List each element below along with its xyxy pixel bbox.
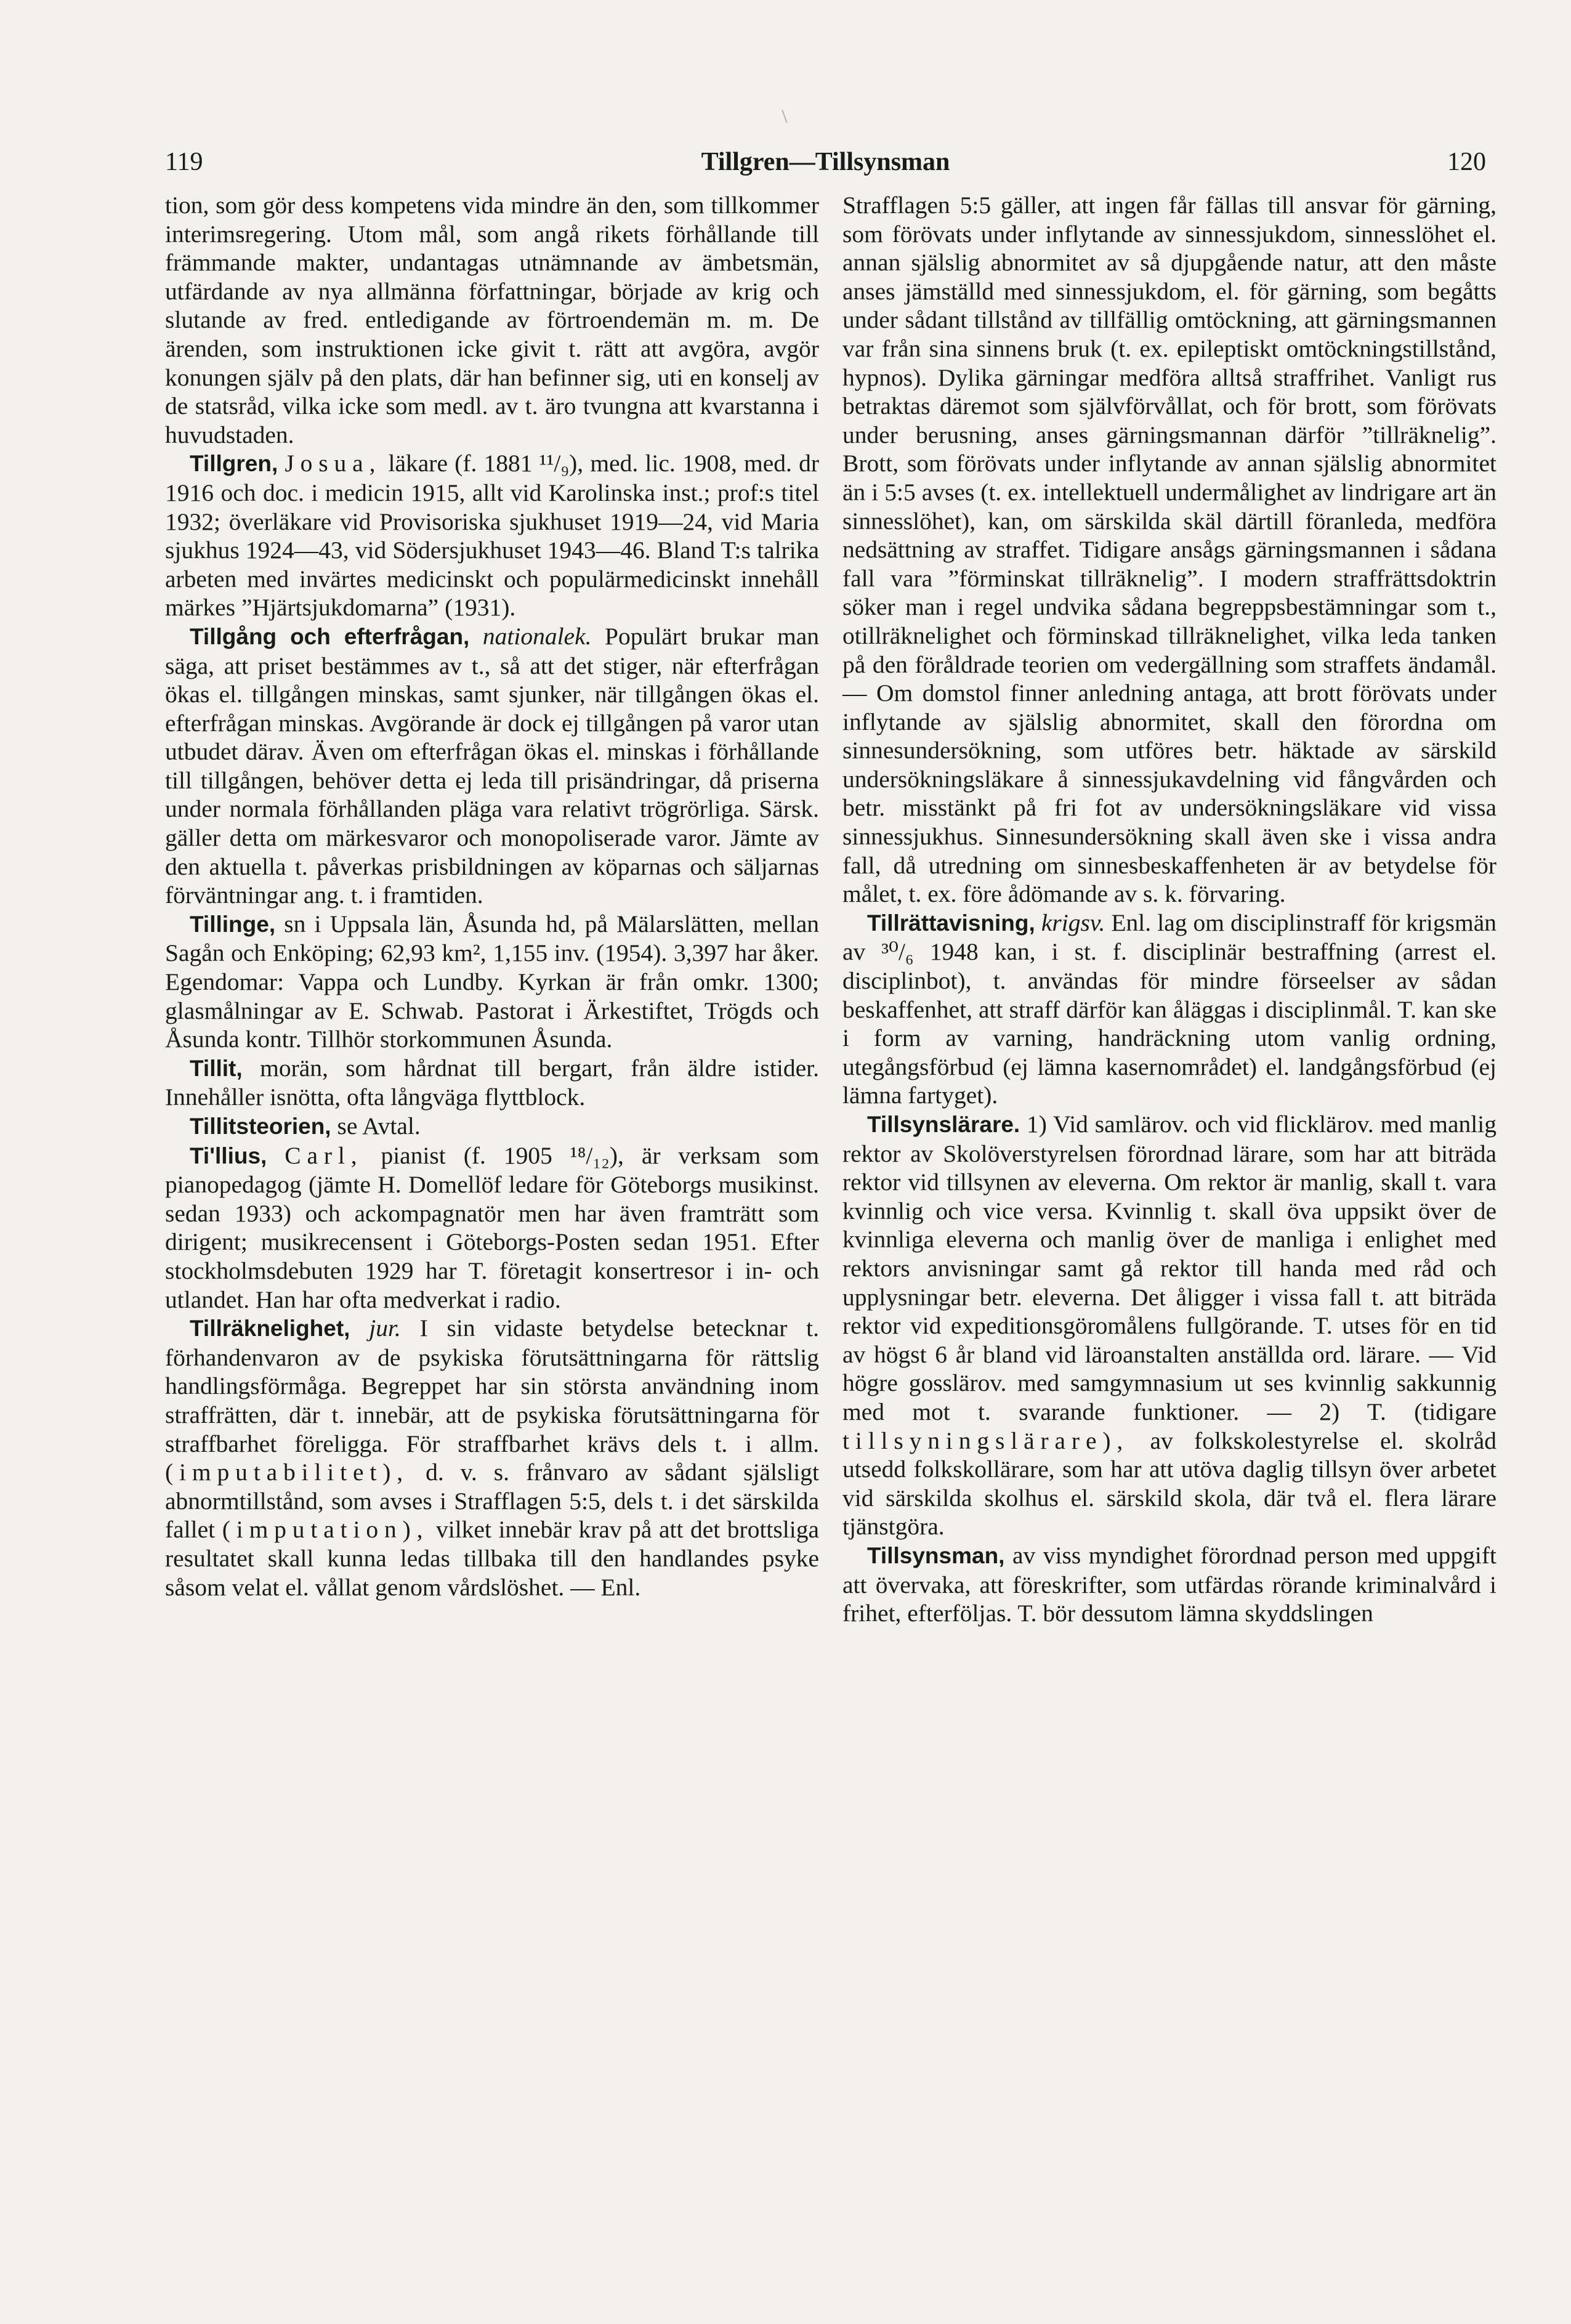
entry-text: morän, som hårdnat till bergart, från äldre istider. Innehåller isnötta, ofta långväga flyttblock.	[165, 1054, 820, 1111]
entry-text: d. v. s. frånvaro av sådant själsligt abnormtillstånd, som avses i Strafflagen 5:5, dels t. i det särskilda fallet	[165, 1459, 820, 1544]
person-name: Carl,	[285, 1141, 363, 1169]
headword: Tillgren,	[190, 451, 278, 477]
spaced-term: tillsyningslärare),	[842, 1427, 1129, 1454]
headword: Tillit,	[190, 1055, 243, 1081]
headword: Tillrättavisning,	[867, 910, 1035, 936]
right-column	[842, 191, 1496, 1628]
scan-mark	[781, 110, 787, 123]
subject-label: nationalek.	[482, 622, 592, 650]
entry-text: sn i Uppsala län, Åsunda hd, på Mälarslätten, mellan Sagån och Enköping; 62,93 km², 1,155 inv. (1954). 3,397 har åker. Egendomar: Vappa och Lundby. Kyrkan är från omkr. 1300; glasmålningar av E. Schwab. Pastorat i Ärkestiftet, Trögds och Åsunda kontr. Tillhör storkommunen Åsunda.	[165, 910, 819, 1053]
left-column	[165, 191, 819, 1601]
entry-tillgren	[165, 449, 819, 622]
headword: Tillräknelighet,	[190, 1316, 350, 1342]
cross-reference: se Avtal.	[337, 1112, 421, 1140]
entry-text: Enl. lag om disciplinstraff för krigsmän av ³⁰/₆ 1948 kan, i st. f. disciplinär bestraffning (arrest el. disciplinbot), t. användas för mindre förseelser av sådan beskaffenhet, att straff därför kan åläggas i disciplinmål. T. kan ske i form av varning, handräckning utom vanlig ordning, utegångsförbud (ej lämna kasernområdet) el. landgångsförbud (ej lämna fartyget).	[842, 909, 1497, 1109]
subject-label: jur.	[369, 1314, 401, 1342]
paragraph	[165, 191, 819, 449]
headword: Tillinge,	[190, 911, 276, 937]
entry-tillrattavisning	[842, 909, 1496, 1110]
entry-text: läkare (f. 1881 ¹¹/₉), med. lic. 1908, med. dr 1916 och doc. i medicin 1915, allt vid Karolinska inst.; prof:s titel 1932; överläkare vid Provisoriska sjukhuset 1919—24, vid Maria sjukhus 1924—43, vid Södersjukhuset 1943—46. Bland T:s talrika arbeten med invärtes medicinskt och populärmedicinskt innehåll märkes ”Hjärtsjukdomarna” (1931).	[165, 450, 820, 621]
person-name: Josua,	[285, 450, 382, 477]
paragraph-text: tion, som gör dess kompetens vida mindre än den, som tillkommer interimsregering. Utom mål, som angå rikets förhållande till främmande makter, undantagas utnämnande av ämbetsmän, utfärdande av nya allmänna författningar, började av krig och slutande av fred. entledigande av förtroendemän m. m. De ärenden, som instruktionen icke givit t. rätt att avgöra, avgör konungen själv på den plats, där han befinner sig, uti en konselj av de statsråd, vilka icke som medl. av t. äro tvungna att kvarstanna i huvudstaden.	[165, 192, 819, 448]
entry-tillraknelighet	[165, 1314, 819, 1601]
subject-label: krigsv.	[1041, 909, 1105, 936]
entry-tillit	[165, 1054, 819, 1112]
page-number-left: 119	[165, 148, 203, 176]
running-title: Tillgren—Tillsynsman	[701, 148, 950, 176]
entry-text: I sin vidaste betydelse betecknar t. förhandenvaron av de psykiska förutsättningarna för rättslig handlingsförmåga. Begreppet har sin största användning inom straffrätten, där t. innebär, att de psykiska förutsättningarna för straffbarhet föreligga. För straffbarhet krävs dels t. i allm.	[165, 1314, 820, 1457]
headword: Tillsynslärare.	[867, 1112, 1020, 1137]
entry-text: av folkskolestyrelse el. skolråd utsedd folkskollärare, som har att utöva daglig tillsyn över arbetet vid särskilda skolhus el. särskild skola, där två el. flera lärare tjänstgöra.	[842, 1427, 1496, 1541]
page-number-right: 120	[1447, 148, 1486, 176]
entry-text: vilket innebär krav på att det brottsliga resultatet skall kunna ledas tillbaka till den handlandes psyke såsom velat el. vållat genom vårdslöshet. — Enl.	[165, 1516, 820, 1601]
headword: Ti'llius,	[190, 1143, 267, 1168]
entry-tillitsteorien	[165, 1112, 819, 1141]
headword: Tillitsteorien,	[190, 1114, 331, 1139]
entry-tillius	[165, 1141, 819, 1314]
paragraph-text: Strafflagen 5:5 gäller, att ingen får fällas till ansvar för gärning, som förövats under inflytande av sinnessjukdom, sinnesslöhet el. annan själslig abnormitet av så djupgående natur, att den måste anses jämställd med sinnessjukdom, el. för gärning, som begåtts under sådant tillstånd av tillfällig omtöckning, att gärningsmannen var från sina sinnens bruk (t. ex. epileptiskt omtöckningstillstånd, hypnos). Dylika gärningar medföra alltså straffrihet. Vanligt rus betraktas däremot som självförvållat, och för brott, som förövats under berusning, anses gärningsmannan därför ”tillräknelig”. Brott, som förövats under inflytande av annan själslig abnormitet än i 5:5 avses (t. ex. intellektuell undermålighet av lindrigare art än sinnesslöhet), kan, om särskilda skäl därtill föranleda, medföra nedsättning av straffet. Tidigare ansågs gärningsmannen i sådana fall vara ”förminskat tillräknelig”. I modern straffrättsdoktrin söker man i regel undvika sådana begreppsbestämningar som t., otillräknelighet och förminskad tillräknelighet, vilka leda tanken på den föråldrade teorien om vedergällning som straffets ändamål. — Om domstol finner anledning antaga, att brott förövats under inflytande av själslig abnormitet, skall den förordna om sinnesundersökning, som utföres betr. häktade av särskild undersökningsläkare å sinnessjukavdelning vid fångvården och betr. misstänkt på fri fot av undersökningsläkare vid vissa sinnessjukhus. Sinnesundersökning skall även ske i vissa andra fall, då utredning om sinnesbeskaffenheten är av betydelse för målet, t. ex. före ådömande av s. k. förvaring.	[842, 192, 1496, 908]
entry-text: av viss myndighet förordnad person med uppgift att övervaka, att föreskrifter, som utfärdas rörande kriminalvård i frihet, efterföljas. T. bör dessutom lämna skyddslingen	[842, 1541, 1496, 1627]
entry-text: 1) Vid samlärov. och vid flicklärov. med manlig rektor av Skolöverstyrelsen förordnad lärare, som har att biträda rektor vid tillsynen av eleverna. Om rektor är manlig, skall t. vara kvinnlig och vice versa. Kvinnlig t. skall öva uppsikt över de kvinnliga eleverna och manlig över de manliga i enlighet med rektors anvisningar samt gå rektor till handa med råd och upplysningar betr. eleverna. Det åligger i vissa fall t. att biträda rektor vid expeditionsgöromålens fullgörande. T. utses för en tid av högst 6 år bland vid läroanstalten anställda ord. lärare. — Vid högre gosslärov. med samgymnasium ut ses kvinnlig sakkunnig med mot t. svarande funktioner. — 2) T. (tidigare	[842, 1111, 1496, 1425]
headword: Tillgång och efterfrågan,	[190, 623, 470, 649]
entry-text: Populärt brukar man säga, att priset bestämmes av t., så att det stiger, när efterfrågan ökas el. tillgången minskas, samt sjunker, när tillgången ökas el. efterfrågan minskas. Avgörande är dock ej tillgången på varor utan utbudet därav. Även om efterfrågan ökas el. minskas i förhållande till tillgången, behöver detta ej leda till prisändringar, då priserna under normala förhållanden pläga vara relativt trögrörliga. Särsk. gäller detta om märkesvaror och monopoliserade varor. Jämte av den aktuella t. påverkas prisbildningen av köparnas och säljarnas förväntningar ang. t. i framtiden.	[165, 622, 820, 909]
entry-text: pianist (f. 1905 ¹⁸/₁₂), är verksam som pianopedagog (jämte H. Domellöf ledare för Göteborgs musikinst. sedan 1933) och ackompagnatör men har även framträtt som dirigent; musikrecensent i Göteborgs-Posten sedan 1951. Efter stockholmsdebuten 1929 har T. företagit konsertresor i in- och utlandet. Han har ofta medverkat i radio.	[165, 1141, 820, 1313]
page-header	[165, 140, 1486, 184]
paragraph	[842, 191, 1496, 909]
spaced-term: (imputation),	[222, 1516, 429, 1544]
headword: Tillsynsman,	[867, 1542, 1005, 1568]
entry-tillsynsman	[842, 1541, 1496, 1628]
spaced-term: (imputabilitet),	[165, 1459, 410, 1486]
entry-tillgang-och-efterfragan	[165, 622, 819, 910]
entry-tillsynslarare	[842, 1110, 1496, 1541]
entry-tillinge	[165, 910, 819, 1054]
